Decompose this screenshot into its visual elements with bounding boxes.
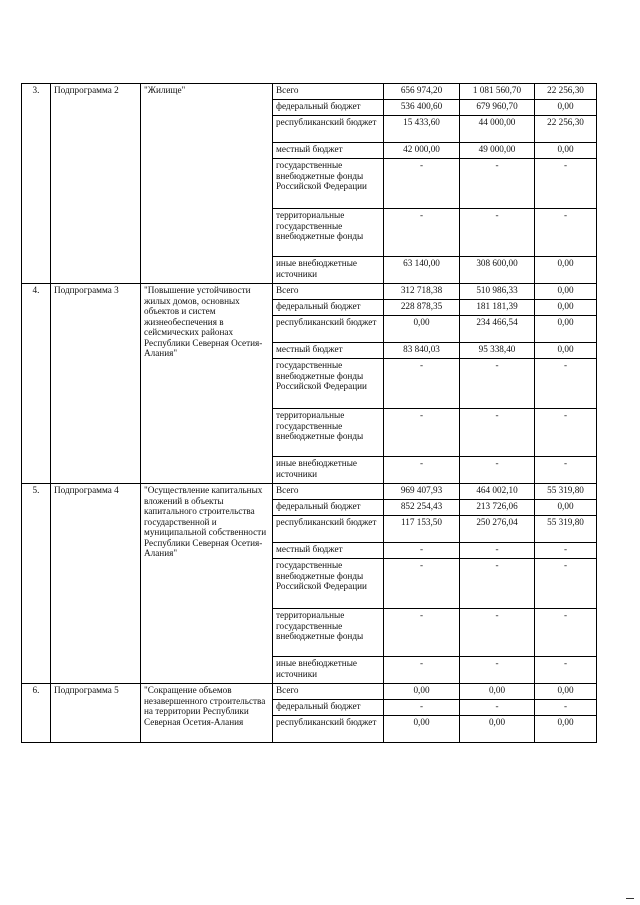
amount-col-2: 510 986,33 [460,284,535,300]
amount-col-1: - [384,159,460,209]
amount-col-2: 308 600,00 [460,257,535,284]
funding-source: республиканский бюджет [273,516,384,543]
subprogram-label: Подпрограмма 4 [51,484,141,684]
amount-col-1: 0,00 [384,716,460,743]
subprogram-label: Подпрограмма 2 [51,84,141,284]
amount-col-2: 1 081 560,70 [460,84,535,100]
amount-col-1: - [384,457,460,484]
amount-col-3: - [535,657,597,684]
table-row [22,84,597,100]
amount-col-2: - [460,409,535,457]
funding-source: федеральный бюджет [273,500,384,516]
funding-source: иные внебюджетные источники [273,457,384,484]
amount-col-2: 0,00 [460,684,535,700]
amount-col-1: - [384,209,460,257]
funding-source: Всего [273,284,384,300]
amount-col-3: - [535,159,597,209]
funding-source: государственные внебюджетные фонды Российской Федерации [273,159,384,209]
amount-col-1: 15 433,60 [384,116,460,143]
amount-col-1: 228 878,35 [384,300,460,316]
amount-col-1: - [384,559,460,609]
amount-col-1: 536 400,60 [384,100,460,116]
amount-col-1: 0,00 [384,316,460,343]
amount-col-2: 464 002,10 [460,484,535,500]
funding-source: иные внебюджетные источники [273,657,384,684]
table-row [22,284,597,300]
row-number: 6. [22,684,51,743]
amount-col-3: 0,00 [535,684,597,700]
funding-source: местный бюджет [273,543,384,559]
amount-col-3: 0,00 [535,716,597,743]
amount-col-3: - [535,543,597,559]
amount-col-3: - [535,209,597,257]
row-number: 5. [22,484,51,684]
amount-col-2: 181 181,39 [460,300,535,316]
amount-col-2: 49 000,00 [460,143,535,159]
amount-col-2: - [460,700,535,716]
amount-col-2: 234 466,54 [460,316,535,343]
amount-col-3: 0,00 [535,257,597,284]
amount-col-3: 0,00 [535,284,597,300]
funding-source: федеральный бюджет [273,100,384,116]
amount-col-3: - [535,457,597,484]
table-row [22,684,597,700]
funding-source: государственные внебюджетные фонды Российской Федерации [273,359,384,409]
funding-source: территориальные государственные внебюджетные фонды [273,409,384,457]
amount-col-1: 63 140,00 [384,257,460,284]
amount-col-1: - [384,543,460,559]
subprogram-title: "Сокращение объемов незавершенного строительства на территории Республики Северная Осетия-Алания [141,684,273,743]
amount-col-1: - [384,609,460,657]
amount-col-3: - [535,609,597,657]
funding-source: республиканский бюджет [273,316,384,343]
amount-col-1: 656 974,20 [384,84,460,100]
subprogram-title: "Жилище" [141,84,273,284]
row-number: 3. [22,84,51,284]
row-number: 4. [22,284,51,484]
amount-col-2: 250 276,04 [460,516,535,543]
amount-col-3: 22 256,30 [535,116,597,143]
subprogram-label: Подпрограмма 5 [51,684,141,743]
amount-col-3: - [535,359,597,409]
amount-col-2: 0,00 [460,716,535,743]
amount-col-1: 969 407,93 [384,484,460,500]
funding-source: местный бюджет [273,343,384,359]
amount-col-1: 312 718,38 [384,284,460,300]
amount-col-1: 0,00 [384,684,460,700]
amount-col-3: 55 319,80 [535,516,597,543]
amount-col-2: - [460,657,535,684]
funding-source: федеральный бюджет [273,300,384,316]
amount-col-3: 55 319,80 [535,484,597,500]
amount-col-3: - [535,409,597,457]
amount-col-3: 0,00 [535,300,597,316]
amount-col-3: 22 256,30 [535,84,597,100]
amount-col-2: - [460,543,535,559]
amount-col-1: - [384,657,460,684]
funding-source: республиканский бюджет [273,116,384,143]
page-edge-mark [626,898,634,899]
amount-col-2: - [460,159,535,209]
amount-col-2: - [460,359,535,409]
amount-col-3: 0,00 [535,143,597,159]
table-row [22,484,597,500]
funding-source: Всего [273,684,384,700]
amount-col-2: 95 338,40 [460,343,535,359]
amount-col-3: - [535,700,597,716]
amount-col-1: 83 840,03 [384,343,460,359]
funding-source: территориальные государственные внебюджетные фонды [273,209,384,257]
amount-col-2: - [460,609,535,657]
funding-table [21,83,597,743]
amount-col-3: 0,00 [535,343,597,359]
subprogram-title: "Осуществление капитальных вложений в объекты капитального строительства государственной и муниципальной собственности Республики Северная Осетия-Алания" [141,484,273,684]
amount-col-2: 213 726,06 [460,500,535,516]
amount-col-3: 0,00 [535,500,597,516]
funding-source: местный бюджет [273,143,384,159]
subprogram-label: Подпрограмма 3 [51,284,141,484]
funding-source: территориальные государственные внебюджетные фонды [273,609,384,657]
table-body [22,84,597,743]
amount-col-3: 0,00 [535,316,597,343]
funding-source: Всего [273,84,384,100]
amount-col-1: 42 000,00 [384,143,460,159]
funding-source: иные внебюджетные источники [273,257,384,284]
subprogram-title: "Повышение устойчивости жилых домов, основных объектов и систем жизнеобеспечения в сейсмических районах Республики Северная Осетия-Алания" [141,284,273,484]
amount-col-2: - [460,457,535,484]
funding-source: федеральный бюджет [273,700,384,716]
amount-col-1: - [384,359,460,409]
funding-source: государственные внебюджетные фонды Российской Федерации [273,559,384,609]
amount-col-3: - [535,559,597,609]
amount-col-3: 0,00 [535,100,597,116]
amount-col-2: 679 960,70 [460,100,535,116]
amount-col-1: - [384,409,460,457]
amount-col-2: - [460,559,535,609]
amount-col-1: 852 254,43 [384,500,460,516]
amount-col-2: - [460,209,535,257]
funding-source: Всего [273,484,384,500]
amount-col-2: 44 000,00 [460,116,535,143]
funding-source: республиканский бюджет [273,716,384,743]
amount-col-1: 117 153,50 [384,516,460,543]
amount-col-1: - [384,700,460,716]
